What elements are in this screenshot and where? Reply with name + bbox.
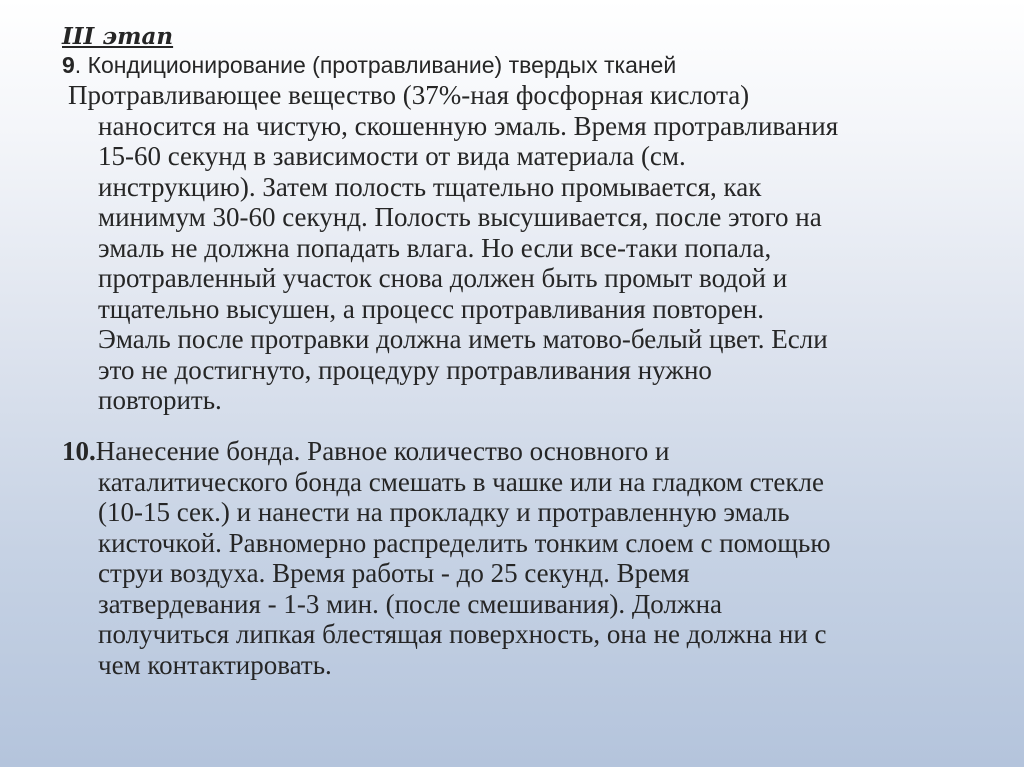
step10-line: затвердевания - 1-3 мин. (после смешивания). Должна bbox=[98, 588, 723, 619]
step9-paragraph bbox=[68, 80, 838, 416]
step9-line: Протравливающее вещество (37%-ная фосфорная кислота) bbox=[68, 80, 750, 110]
step10-first-line bbox=[62, 436, 831, 467]
step9-heading bbox=[62, 51, 676, 79]
step10-line: чем контактировать. bbox=[98, 649, 332, 680]
step10-line: Нанесение бонда. Равное количество основного и bbox=[95, 436, 670, 466]
step10-paragraph bbox=[62, 436, 831, 680]
step9-line: минимум 30-60 секунд. Полость высушивается, после этого на bbox=[98, 202, 822, 232]
step10-line: кисточкой. Равномерно распределить тонким слоем с помощью bbox=[98, 527, 831, 558]
step10-number: 10. bbox=[62, 436, 96, 466]
step9-line: инструкцию). Затем полость тщательно промывается, как bbox=[98, 171, 762, 202]
step9-line: повторить. bbox=[98, 385, 222, 415]
step9-number: 9 bbox=[62, 52, 75, 78]
step10-line: каталитического бонда смешать в чашке или на гладком стекле bbox=[98, 466, 824, 497]
step9-line: Эмаль после протравки должна иметь матово-белый цвет. Если bbox=[98, 324, 828, 354]
step9-line: эмаль не должна попадать влага. Но если все-таки попала, bbox=[98, 232, 772, 263]
step9-heading-text: . Кондиционирование (протравливание) твердых тканей bbox=[74, 52, 677, 78]
step9-line: это не достигнуто, процедуру протравливания нужно bbox=[98, 354, 712, 385]
step9-line: тщательно высушен, а процесс протравливания повторен. bbox=[98, 293, 765, 324]
step10-line: (10-15 сек.) и нанести на прокладку и протравленную эмаль bbox=[98, 497, 790, 527]
step9-line: наносится на чистую, скошенную эмаль. Время протравливания bbox=[98, 110, 839, 141]
step10-line: получиться липкая блестящая поверхность, она не должна ни с bbox=[98, 619, 827, 649]
step9-line: протравленный участок снова должен быть промыт водой и bbox=[98, 263, 788, 293]
step10-line: струи воздуха. Время работы - до 25 секунд. Время bbox=[98, 558, 690, 588]
stage-title: III этап bbox=[62, 23, 174, 50]
step9-line: 15-60 секунд в зависимости от вида материала (см. bbox=[98, 141, 686, 171]
